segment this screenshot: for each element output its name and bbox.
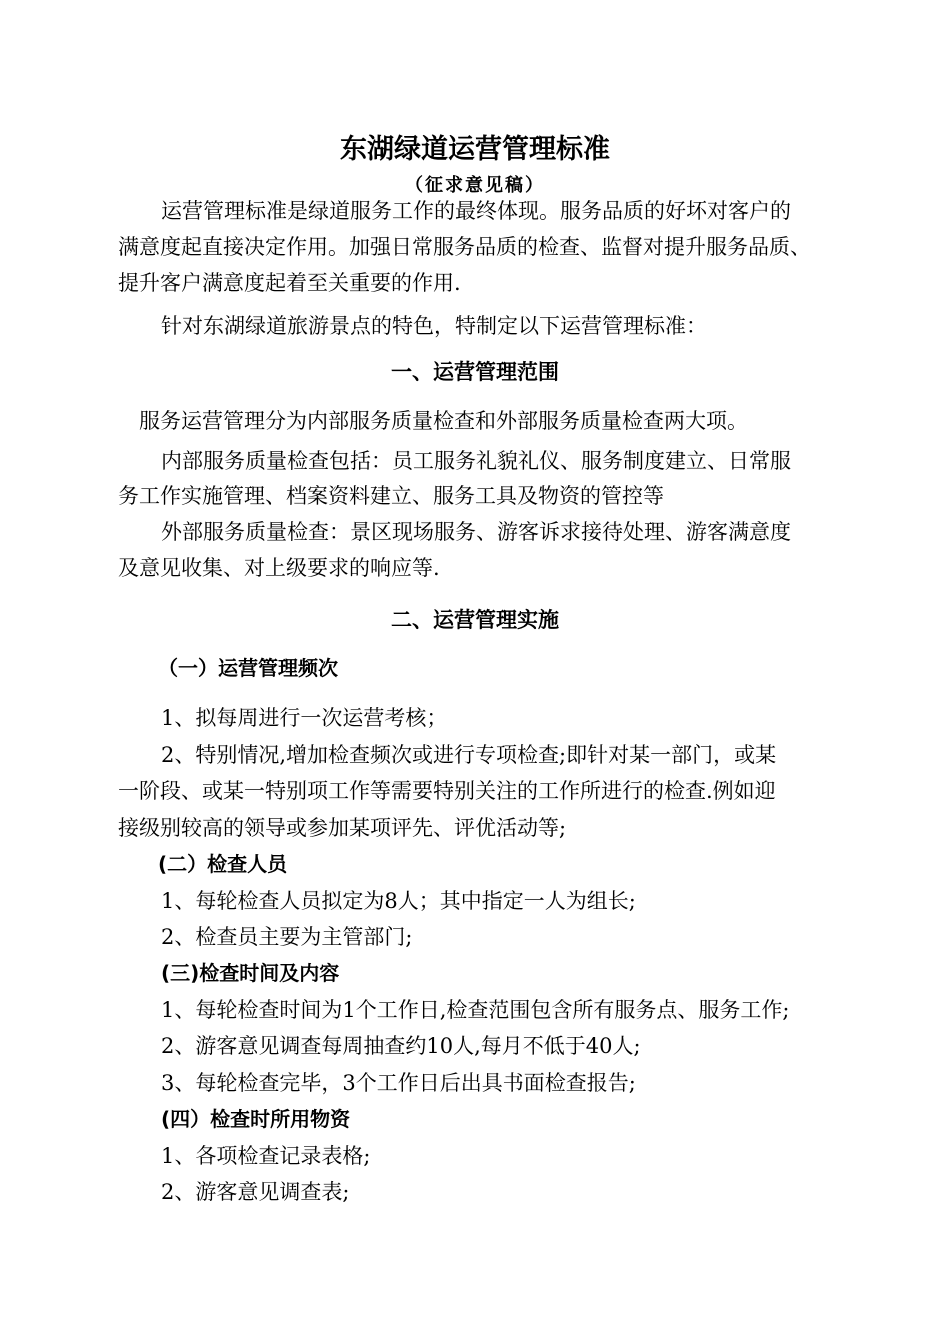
subsection-heading: (二）检查人员 [158,852,288,876]
section-heading: 一、运营管理范围 [391,360,559,384]
subsection-line: 2、游客意见调查每周抽查约10人,每月不低于40人; [161,1034,641,1058]
subsection-line: 一阶段、或某一特别项工作等需要特别关注的工作所进行的检查.例如迎 [118,779,776,803]
subsection-line: 3、每轮检查完毕，3个工作日后出具书面检查报告; [161,1071,636,1095]
subsection-line: 1、每轮检查时间为1个工作日,检查范围包含所有服务点、服务工作; [161,998,790,1022]
subsection-heading: (三)检查时间及内容 [161,961,340,985]
intro-line: 运营管理标准是绿道服务工作的最终体现。服务品质的好坏对客户的 [161,199,791,223]
subsection-line: 2、特别情况,增加检查频次或进行专项检查;即针对某一部门，或某 [161,743,777,767]
subsection-line: 1、拟每周进行一次运营考核； [161,706,448,730]
subsection-heading: (四）检查时所用物资 [161,1107,351,1131]
section-line: 服务运营管理分为内部服务质量检查和外部服务质量检查两大项。 [139,409,748,433]
intro-line: 提升客户满意度起着至关重要的作用. [118,271,461,295]
section-line: 及意见收集、对上级要求的响应等. [118,556,440,580]
section-line: 外部服务质量检查：景区现场服务、游客诉求接待处理、游客满意度 [161,520,791,544]
subsection-line: 2、游客意见调查表; [161,1180,350,1204]
document-subtitle: （征求意见稿） [405,175,545,196]
section-line: 内部服务质量检查包括：员工服务礼貌礼仪、服务制度建立、日常服 [161,449,791,473]
subsection-line: 接级别较高的领导或参加某项评先、评优活动等; [118,816,567,840]
section-heading: 二、运营管理实施 [391,608,559,632]
subsection-line: 1、各项检查记录表格; [161,1144,371,1168]
document-title: 东湖绿道运营管理标准 [340,134,610,165]
subsection-line: 2、检查员主要为主管部门; [161,925,413,949]
section-line: 务工作实施管理、档案资料建立、服务工具及物资的管控等 [118,484,664,508]
intro-line: 针对东湖绿道旅游景点的特色，特制定以下运营管理标准： [161,314,707,338]
intro-line: 满意度起直接决定作用。加强日常服务品质的检查、监督对提升服务品质、 [118,235,811,259]
subsection-line: 1、每轮检查人员拟定为8人；其中指定一人为组长; [161,889,636,913]
subsection-heading: （一）运营管理频次 [158,656,338,680]
